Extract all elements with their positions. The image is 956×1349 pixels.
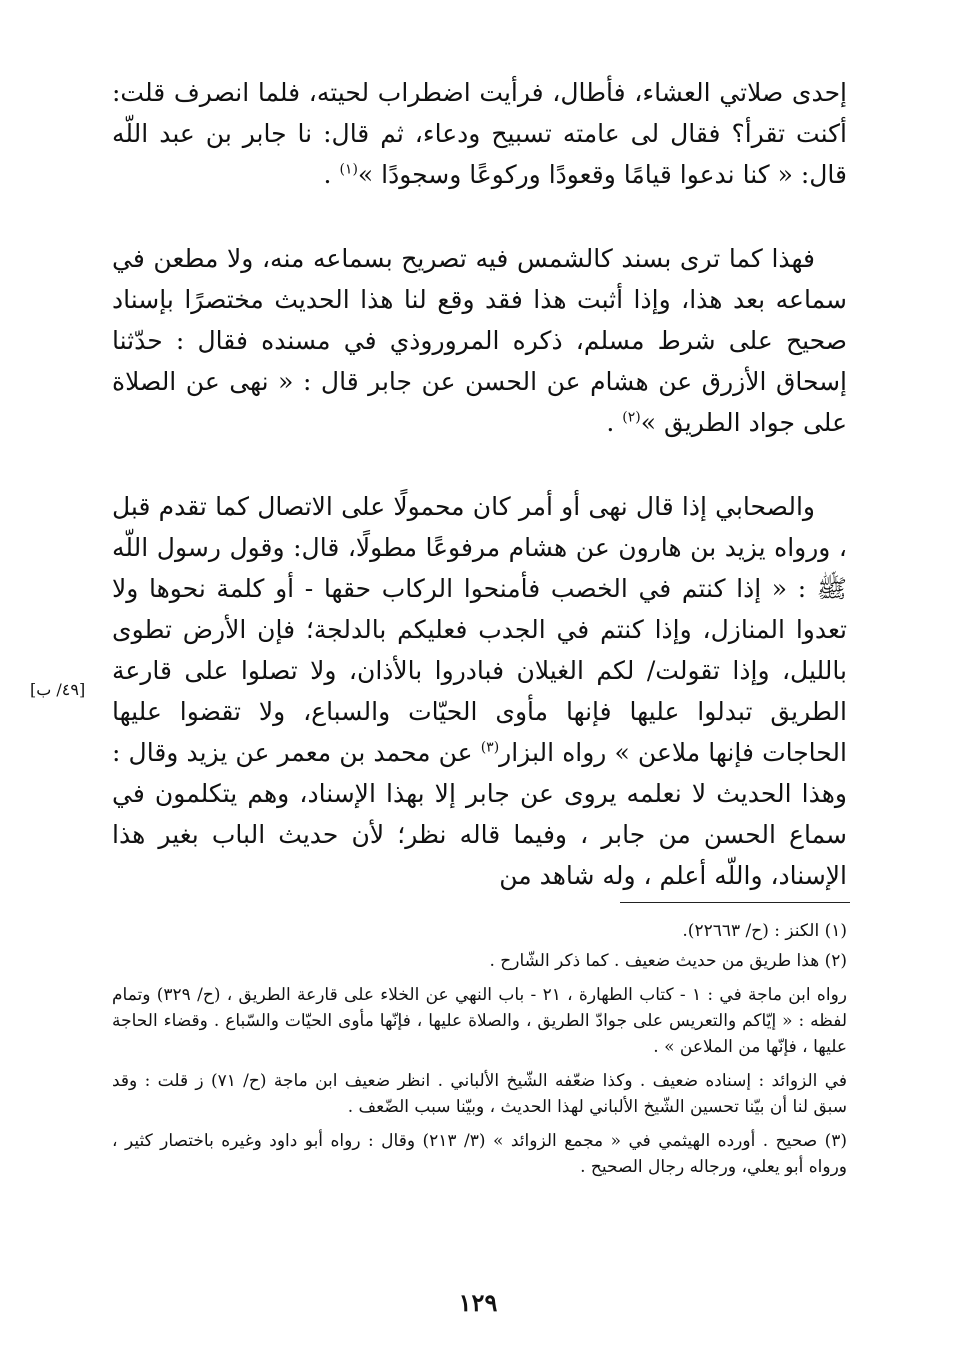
paragraph-1-body: إحدى صلاتي العشاء، فأطال، فرأيت اضطراب لحيته، فلما انصرف قلت: أكنت تقرأ؟ فقال لى عامته تسبيح ودعاء، ثم قال: نا جابر بن عبد اللّه قال: « كنا ندعوا قيامًا وقعودًا وركوعًا وسجودًا » [112, 78, 847, 189]
paragraph-1 [112, 72, 847, 195]
footnote-2: (٢) هذا طريق من حديث ضعيف . كما ذكر الشّارح . [489, 951, 847, 971]
footnote-divider [620, 902, 850, 903]
paragraph-3-body-after: عن محمد بن معمر عن يزيد وقال : وهذا الحديث لا نعلمه يروى عن جابر إلا بهذا الإسناد، وهم يتكلمون في سماع الحسن من جابر ، وفيما قاله نظر؛ لأن حديث الباب بغير هذا الإسناد، واللّه أعلم ، وله شاهد من [112, 738, 847, 890]
footnote-2-continued: رواه ابن ماجة في : ١ - كتاب الطهارة ، ٢١ - باب النهي عن الخلاء على قارعة الطريق ، (ح/ ٣٢٩) وتمام لفظه : « إيّاكم والتعريس على جوادّ الطريق ، والصلاة عليها ، فإنّها مأوى الحيّات والسّباع . وقضاء الحاجة عليها ، فإنّها من الملاعن » . [112, 985, 847, 1057]
footnote-2-note: في الزوائد : إسناده ضعيف . وكذا ضعّفه الشّيخ الألباني . انظر ضعيف ابن ماجة (ح/ ٧١) ز قلت : وقد سبق لنا أن بيّنا تحسين الشّيخ الألباني لهذا الحديث ، وبيّنا سبب الضّعف . [112, 1071, 847, 1117]
footnote-marker-2: (٢) [622, 409, 641, 426]
footnotes-section [112, 918, 847, 1188]
paragraph-1-text [112, 72, 847, 195]
footnote-3: (٣) صحيح . أورده الهيثمي في « مجمع الزوائد » (٣/ ٢١٣) وقال : رواه أبو داود وغيره باختصار كثير ، ورواه أبو يعلي، ورجاله رجال الصحيح . [112, 1131, 848, 1177]
paragraph-3 [112, 486, 847, 896]
paragraph-2-tail: . [606, 408, 623, 437]
paragraph-1-tail: . [323, 160, 340, 189]
paragraph-2 [112, 238, 847, 443]
footnote-marker-3: (٣) [480, 739, 500, 756]
manuscript-folio-reference: [٤٩/ ب] [30, 680, 86, 699]
paragraph-3-text [112, 486, 847, 896]
paragraph-2-text [112, 238, 847, 443]
footnote-1: (١) الكنز : (ح/ ٢٢٦٦٣). [682, 921, 847, 941]
paragraph-2-body: فهذا كما ترى بسند كالشمس فيه تصريح بسماعه منه، ولا مطعن في سماعه بعد هذا، وإذا أثبت هذا فقد وقع لنا هذا الحديث مختصرًا بإسناد صحيح على شرط مسلم، ذكره المروروذي في مسنده فقال : حدّثنا إسحاق الأزرق عن هشام عن الحسن عن جابر قال : « نهى عن الصلاة على جواد الطريق » [112, 244, 847, 437]
footnote-marker-1: (١) [339, 161, 358, 178]
paragraph-3-body-before: والصحابي إذا قال نهى أو أمر كان محمولًا على الاتصال كما تقدم قبل ، ورواه يزيد بن هارون عن هشام مرفوعًا مطولًا، قال: وقول رسول اللّه ﷺ : « إذا كنتم في الخصب فأمنحوا الركاب حقها - أو كلمة نحوها ولا تعدوا المنازل، وإذا كنتم في الجدب فعليكم بالدلجة؛ فإن الأرض تطوى بالليل، وإذا تقولت/ لكم الغيلان فبادروا بالأذان، ولا تصلوا على قارعة الطريق تبدلوا عليها فإنها مأوى الحيّات والسباع، ولا تقضوا عليها الحاجات فإنها ملاعن » رواه البزار [112, 492, 847, 767]
page-number: ١٢٩ [458, 1288, 498, 1317]
